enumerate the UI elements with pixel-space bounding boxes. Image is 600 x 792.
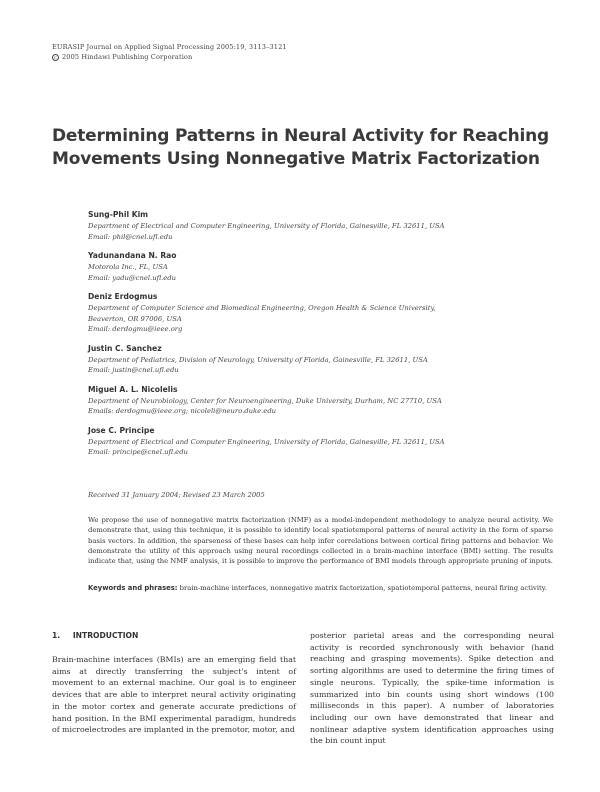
author-block: [88, 291, 568, 335]
received-dates: Received 31 January 2004; Revised 23 March 2005: [88, 491, 265, 499]
section-title: INTRODUCTION: [72, 631, 139, 640]
paper-title: Determining Patterns in Neural Activity for Reaching Movements Using Nonnegative Matrix Factorization: [52, 126, 550, 169]
copyright-icon: c: [52, 54, 59, 61]
author-list: [88, 209, 568, 466]
author-name: Yadunandana N. Rao: [88, 251, 177, 260]
journal-citation: EURASIP Journal on Applied Signal Processing 2005:19, 3113–3121: [52, 43, 287, 51]
keywords: [88, 583, 553, 593]
section-number: 1.: [52, 631, 61, 640]
keywords-text: brain-machine interfaces, nonnegative matrix factorization, spatiotemporal patterns, neural firing activity.: [179, 584, 547, 592]
author-email: Email: justin@cnel.ufl.edu: [88, 366, 179, 374]
author-block: [88, 384, 568, 417]
body-column-left: Brain-machine interfaces (BMIs) are an emerging field that aims at directly transferring the subject's intent of movement to an external machine. Our goal is to engineer devices that are able to interpret neural activity originating in the motor cortex and generate accurate predictions of hand position. In the BMI experimental paradigm, hundreds of microelectrodes are implanted in the premotor, motor, and: [52, 655, 296, 735]
abstract: We propose the use of nonnegative matrix factorization (NMF) as a model-independent methodology to analyze neural activity. We demonstrate that, using this technique, it is possible to identify local spatiotemporal patterns of neural activity in the form of sparse basis vectors. In addition, the sparseness of these bases can help infer correlations between cortical firing patterns and behavior. We demonstrate the utility of this approach using neural recordings collected in a brain-machine interface (BMI) setting. The results indicate that, using the NMF analysis, it is possible to improve the performance of BMI models through appropriate pruning of inputs.: [88, 516, 553, 566]
author-affiliation: Department of Pediatrics, Division of Neurology, University of Florida, Gainesville, FL 32611, USA: [88, 355, 428, 364]
section-heading: [52, 631, 138, 640]
author-email: Emails: derdogmu@ieee.org; nicoleli@neuro.duke.edu: [88, 407, 277, 415]
author-affiliation: Department of Electrical and Computer Engineering, University of Florida, Gainesville, FL 32611, USA: [88, 437, 445, 446]
author-email: Email: derdogmu@ieee.org: [88, 325, 183, 333]
author-block: [88, 425, 568, 458]
author-block: [88, 343, 568, 376]
author-block: [88, 250, 568, 283]
author-name: Jose C. Principe: [88, 425, 155, 435]
author-name: Sung-Phil Kim: [88, 210, 149, 219]
copyright-line: [52, 52, 287, 62]
copyright-text: 2005 Hindawi Publishing Corporation: [62, 53, 193, 61]
author-email: Email: yadu@cnel.ufl.edu: [88, 273, 177, 282]
author-name: Miguel A. L. Nicolelis: [88, 384, 178, 394]
author-affiliation: Department of Neurobiology, Center for Neuroengineering, Duke University, Durham, NC 27710, USA: [88, 396, 442, 405]
journal-header: [52, 42, 287, 62]
author-affiliation: Motorola Inc., FL, USA: [88, 263, 168, 271]
author-affiliation: Department of Computer Science and Biomedical Engineering, Oregon Health & Science University,: [88, 304, 436, 312]
keywords-label: Keywords and phrases:: [88, 584, 178, 592]
author-affiliation: Department of Electrical and Computer Engineering, University of Florida, Gainesville, FL 32611, USA: [88, 222, 445, 230]
author-affiliation-line2: Beaverton, OR 97006, USA: [88, 314, 182, 323]
author-name: Deniz Erdogmus: [88, 292, 158, 301]
author-name: Justin C. Sanchez: [88, 343, 162, 353]
body-column-right: posterior parietal areas and the corresponding neural activity is recorded synchronously with behavior (hand reaching and grasping movements). Spike detection and sorting algorithms are used to determine the firing times of single neurons. Typically, the spike-time information is summarized into bin counts using short windows (100 milliseconds in this paper). A number of laboratories including our own have demonstrated that linear and nonlinear adaptive system identification approaches using the bin count input: [310, 631, 554, 746]
author-block: [88, 209, 568, 242]
author-email: Email: phil@cnel.ufl.edu: [88, 232, 173, 241]
author-email: Email: principe@cnel.ufl.edu: [88, 448, 188, 456]
